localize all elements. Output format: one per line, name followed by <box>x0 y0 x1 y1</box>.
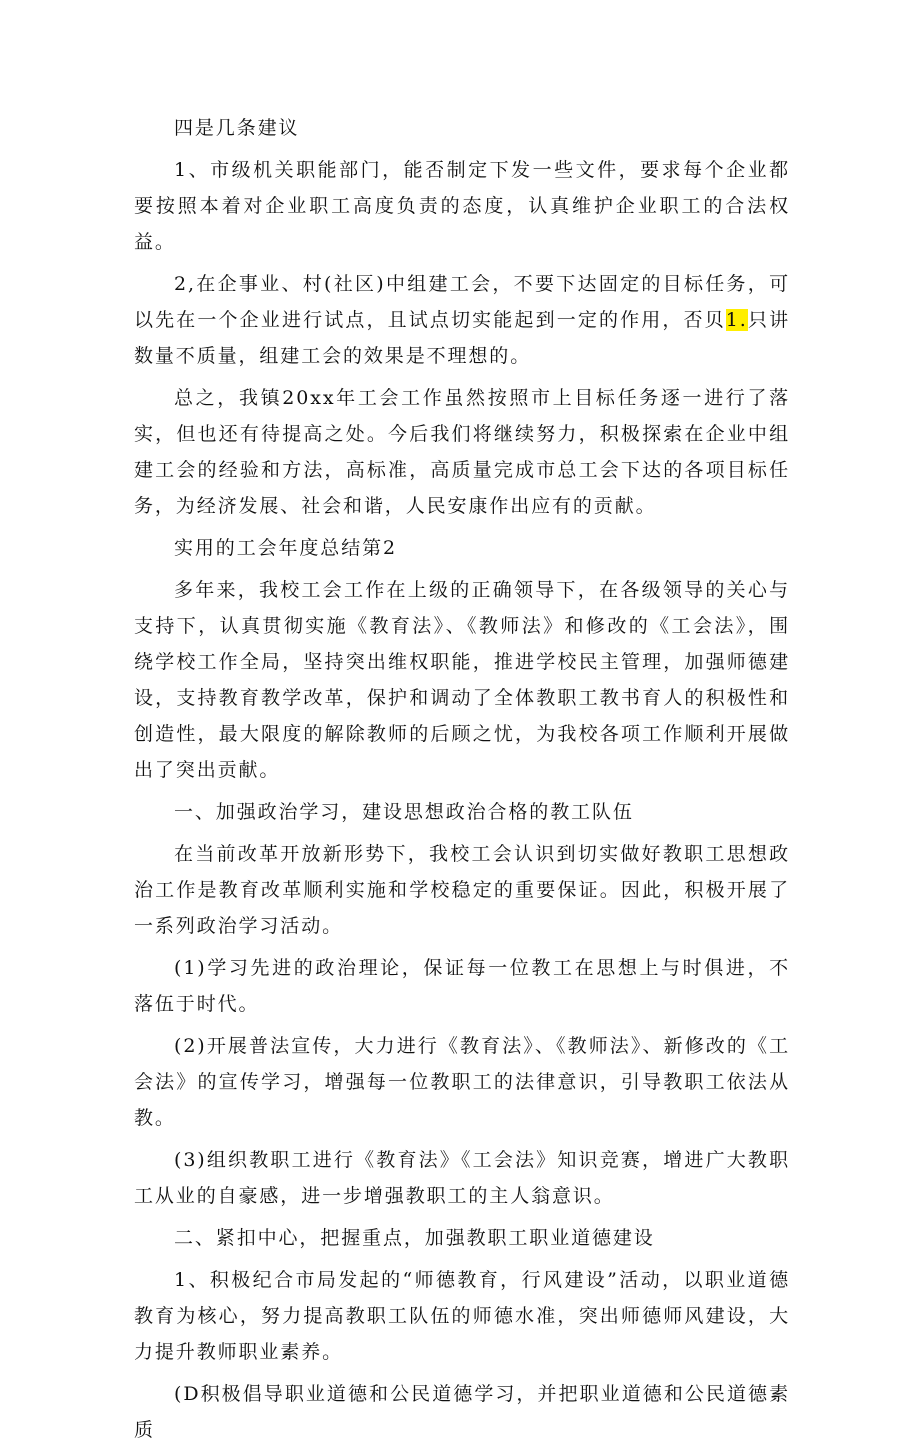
list-item-3: (3)组织教职工进行《教育法》《工会法》知识竞赛，增进广大教职工从业的自豪感，进一步增强教职工的主人翁意识。 <box>134 1149 790 1207</box>
suggestion-2-text-end: 只讲数量不质量，组建工会的效果是不理想的。 <box>134 309 790 367</box>
paragraph-suggestion-2 <box>134 266 790 374</box>
list-item-2: (2)开展普法宣传，大力进行《教育法》、《教师法》、新修改的《工会法》的宣传学习，增强每一位教职工的法律意识，引导教职工依法从教。 <box>134 1035 790 1129</box>
paragraph-suggestion-1: 1、市级机关职能部门，能否制定下发一些文件，要求每个企业都要按照本着对企业职工高度负责的态度，认真维护企业职工的合法权益。 <box>134 159 790 253</box>
paragraph-ethics-1: 1、积极纪合市局发起的“师德教育，行风建设”活动，以职业道德教育为核心，努力提高教职工队伍的师德水准，突出师德师风建设，大力提升教师职业素养。 <box>134 1269 790 1363</box>
paragraph-intro: 多年来，我校工会工作在上级的正确领导下，在各级领导的关心与支持下，认真贯彻实施《教育法》、《教师法》和修改的《工会法》，围绕学校工作全局，坚持突出维权职能，推进学校民主管理，加强师德建设，支持教育教学改革，保护和调动了全体教职工教书育人的积极性和创造性，最大限度的解除教师的后顾之忧，为我校各项工作顺利开展做出了突出贡献。 <box>134 579 790 781</box>
section-title: 实用的工会年度总结第2 <box>174 537 397 559</box>
paragraph-ethics-2: (D积极倡导职业道德和公民道德学习，并把职业道德和公民道德素质 <box>134 1383 790 1441</box>
paragraph-conclusion: 总之，我镇20xx年工会工作虽然按照市上目标任务逐一进行了落实，但也还有待提高之处。今后我们将继续努力，积极探索在企业中组建工会的经验和方法，高标准，高质量完成市总工会下达的各项目标任务，为经济发展、社会和谐，人民安康作出应有的贡献。 <box>134 387 790 517</box>
highlighted-text: 1. <box>725 309 748 331</box>
paragraph-political-study: 在当前改革开放新形势下，我校工会认识到切实做好教职工思想政治工作是教育改革顺利实施和学校稳定的重要保证。因此，积极开展了一系列政治学习活动。 <box>134 843 790 937</box>
heading-political-study: 一、加强政治学习，建设思想政治合格的教工队伍 <box>174 801 634 823</box>
paragraph-suggestions-heading: 四是几条建议 <box>174 117 300 139</box>
suggestion-2-text-start: 2,在企事业、村(社区)中组建工会，不要下达固定的目标任务，可以先在一个企业进行试点，且试点切实能起到一定的作用，否贝 <box>134 273 790 331</box>
list-item-1: (1)学习先进的政治理论，保证每一位教工在思想上与时俱进，不落伍于时代。 <box>134 957 790 1015</box>
document-body <box>134 110 790 1454</box>
heading-professional-ethics: 二、紧扣中心，把握重点，加强教职工职业道德建设 <box>174 1227 655 1249</box>
